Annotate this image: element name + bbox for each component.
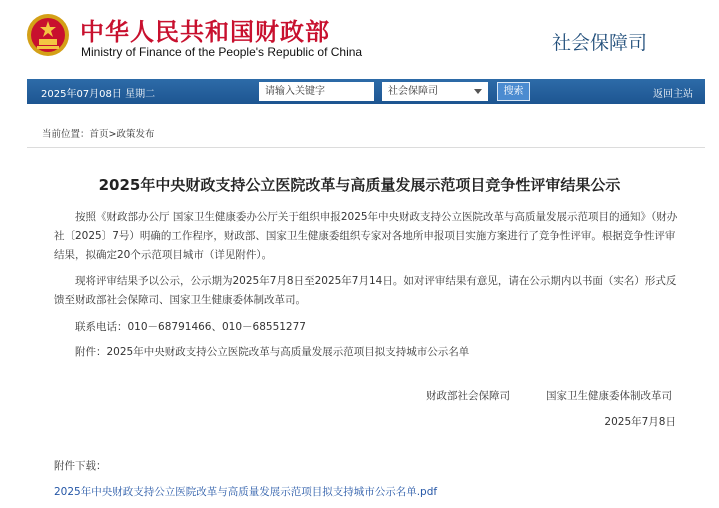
site-header: [0, 0, 719, 76]
breadcrumb-section[interactable]: 政策发布: [116, 129, 155, 140]
article-title: 2025年中央财政支持公立医院改革与高质量发展示范项目竞争性评审结果公示: [98, 176, 621, 194]
article-paragraph-2: 现将评审结果予以公示，公示期为2025年7月8日至2025年7月14日。如对评审结果有意见，请在公示期内以书面（实名）形式反馈至财政部社会保障司、国家卫生健康委体制改革司。: [54, 275, 677, 306]
attachment-download-label: 附件下载：: [54, 460, 107, 472]
breadcrumb-home[interactable]: 首页: [89, 129, 109, 140]
site-title-en: Ministry of Finance of the People's Republic of China: [81, 45, 363, 59]
article-paragraph-1: 按照《财政部办公厅 国家卫生健康委办公厅关于组织申报2025年中央财政支持公立医院改革与高质量发展示范项目的通知》（财办社〔2025〕7号）明确的工作程序，财政部、国家卫生健康委组织专家对各地所申报项目实施方案进行了竞争性评审。根据竞争性评审结果，拟确定20个示范项目城市（详见附件）。: [54, 211, 678, 261]
search-scope-value: 社会保障司: [388, 86, 438, 97]
search-button[interactable]: 搜索: [497, 82, 530, 101]
chevron-down-icon: [474, 89, 482, 94]
signer-mof: 财政部社会保障司: [426, 390, 510, 402]
department-name: 社会保障司: [552, 32, 648, 54]
current-date: 2025年07月08日 星期二: [41, 89, 156, 100]
national-emblem-icon: [26, 12, 70, 58]
breadcrumb-prefix: 当前位置：: [42, 129, 90, 140]
site-title-cn: 中华人民共和国财政部: [80, 18, 330, 46]
search-scope-select[interactable]: [382, 82, 488, 101]
contact-phone: 联系电话：010－68791466、010－68551277: [75, 321, 306, 333]
breadcrumb: [27, 122, 705, 148]
attachment-note: 附件：2025年中央财政支持公立医院改革与高质量发展示范项目拟支持城市公示名单: [75, 346, 470, 358]
breadcrumb-separator: >: [108, 129, 117, 140]
sign-date: 2025年7月8日: [604, 416, 676, 428]
search-input[interactable]: 请输入关键字: [259, 82, 374, 101]
signer-nhc: 国家卫生健康委体制改革司: [546, 390, 672, 402]
top-navbar: [27, 79, 705, 104]
return-home-link[interactable]: 返回主站: [653, 89, 693, 100]
attachment-download-link[interactable]: 2025年中央财政支持公立医院改革与高质量发展示范项目拟支持城市公示名单.pdf: [54, 486, 438, 498]
